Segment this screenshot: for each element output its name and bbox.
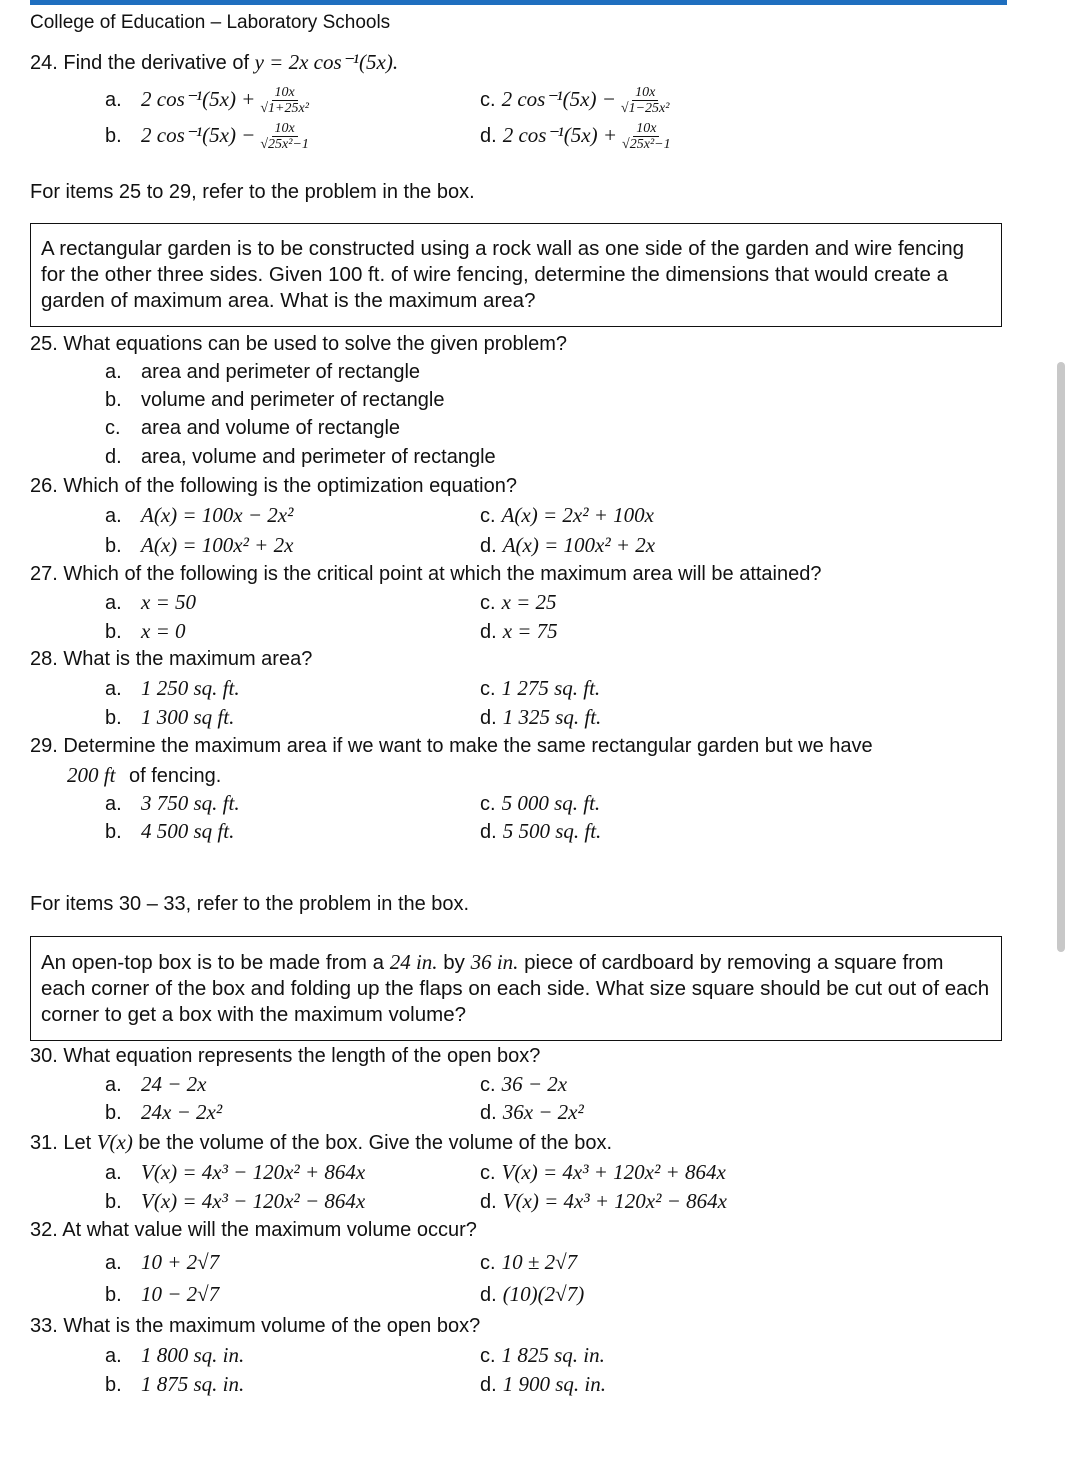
q26-option-a[interactable] — [105, 503, 293, 528]
question-33-stem: 33. What is the maximum volume of the open box? — [30, 1315, 481, 1337]
option-text: area and perimeter of rectangle — [141, 361, 421, 383]
math-value: 200 ft — [67, 763, 116, 787]
option-label: a. — [105, 1345, 122, 1367]
option-label: d. — [105, 446, 122, 468]
q24-option-b[interactable] — [105, 121, 312, 152]
question-26-stem: 26. Which of the following is the optimization equation? — [30, 475, 517, 497]
option-math: 10 + 2√7 — [141, 1250, 220, 1274]
option-math: A(x) = 2x² + 100x — [501, 503, 654, 527]
numerator: 10x — [633, 121, 659, 137]
page-header: College of Education – Laboratory Schools — [30, 12, 391, 33]
option-label: a. — [105, 592, 122, 614]
option-label: a. — [105, 361, 122, 383]
option-math: x = 0 — [141, 619, 186, 643]
option-math: V(x) = 4x³ − 120x² − 864x — [141, 1189, 366, 1213]
option-math: 1 875 sq. in. — [141, 1372, 245, 1396]
denominator: √25x²−1 — [260, 137, 309, 152]
problem-box-open-box — [30, 936, 1002, 1041]
option-label: a. — [105, 88, 122, 111]
stem-text: of fencing. — [123, 765, 222, 787]
option-label: c. — [480, 1345, 496, 1367]
q31-option-a[interactable] — [105, 1160, 365, 1185]
math-value: V(x) — [96, 1130, 133, 1154]
vertical-scrollbar[interactable] — [1057, 362, 1065, 952]
option-label: d. — [480, 1191, 497, 1213]
q29-option-a[interactable] — [105, 791, 240, 816]
question-30-stem: 30. What equation represents the length of the open box? — [30, 1045, 541, 1067]
option-label: d. — [480, 535, 497, 557]
q28-option-b[interactable] — [105, 705, 234, 730]
question-29-stem: 29. Determine the maximum area if we want to make the same rectangular garden but we have — [30, 735, 873, 757]
q26-option-c[interactable] — [480, 503, 654, 528]
option-label: c. — [480, 505, 496, 527]
option-label: d. — [480, 707, 497, 729]
stem-text: 31. Let — [30, 1132, 97, 1154]
q28-option-a[interactable] — [105, 676, 240, 701]
option-label: c. — [480, 88, 496, 111]
option-label: d. — [480, 1374, 497, 1396]
option-math: 1 800 sq. in. — [141, 1343, 245, 1367]
question-29-stem-continued — [67, 763, 221, 788]
option-label: c. — [480, 592, 496, 614]
option-math: 1 300 sq ft. — [141, 705, 235, 729]
numerator: 10x — [272, 85, 298, 101]
q24-option-a[interactable] — [105, 85, 312, 116]
option-math: 5 000 sq. ft. — [501, 791, 601, 815]
stem-text: be the volume of the box. Give the volume of the box. — [132, 1132, 613, 1154]
box-text: An open-top box is to be made from a — [41, 951, 390, 974]
option-math: 1 325 sq. ft. — [502, 705, 602, 729]
q28-option-c[interactable] — [480, 676, 600, 701]
option-math: A(x) = 100x − 2x² — [141, 503, 294, 527]
option-math: 1 275 sq. ft. — [501, 676, 601, 700]
option-math: 1 825 sq. in. — [501, 1343, 605, 1367]
option-label: a. — [105, 1074, 122, 1096]
q28-option-d[interactable] — [480, 705, 601, 730]
q33-option-c[interactable] — [480, 1343, 605, 1368]
denominator: √1+25x² — [260, 101, 309, 116]
option-math: 5 500 sq. ft. — [502, 819, 602, 843]
option-math: 36 − 2x — [501, 1072, 568, 1096]
q29-option-b[interactable] — [105, 819, 234, 844]
q30-option-b[interactable] — [105, 1100, 222, 1125]
option-label: b. — [105, 707, 122, 729]
items-25-29-instruction: For items 25 to 29, refer to the problem in the box. — [30, 181, 475, 203]
denominator: √1−25x² — [620, 101, 670, 116]
denominator: √25x²−1 — [622, 137, 671, 152]
option-label: b. — [105, 821, 122, 843]
q29-option-d[interactable] — [480, 819, 601, 844]
q31-option-d[interactable] — [480, 1189, 727, 1214]
option-label: b. — [105, 535, 122, 557]
q30-option-d[interactable] — [480, 1100, 584, 1125]
option-label: a. — [105, 505, 122, 527]
box-text: by — [437, 951, 471, 974]
option-label: c. — [480, 678, 496, 700]
option-math: 1 250 sq. ft. — [141, 676, 240, 700]
option-label: d. — [480, 621, 497, 643]
option-math: x = 50 — [141, 590, 196, 614]
q31-option-c[interactable] — [480, 1160, 726, 1185]
question-32-stem: 32. At what value will the maximum volume occur? — [30, 1219, 477, 1241]
option-label: c. — [480, 1074, 496, 1096]
question-28-stem: 28. What is the maximum area? — [30, 648, 313, 670]
q33-option-b[interactable] — [105, 1372, 244, 1397]
option-label: d. — [480, 124, 497, 147]
option-math: 10 ± 2√7 — [501, 1250, 578, 1274]
option-math: x = 75 — [502, 619, 558, 643]
option-label: b. — [105, 621, 122, 643]
numerator: 10x — [272, 121, 298, 137]
option-math: 3 750 sq. ft. — [141, 791, 240, 815]
q32-option-b[interactable] — [105, 1282, 219, 1307]
fraction — [619, 121, 674, 152]
q33-option-a[interactable] — [105, 1343, 244, 1368]
option-label: b. — [105, 389, 122, 411]
question-25-stem: 25. What equations can be used to solve the given problem? — [30, 333, 568, 355]
q30-option-c[interactable] — [480, 1072, 567, 1097]
option-math: 2 cos⁻¹(5x) − — [501, 86, 616, 111]
q24-option-d[interactable] — [480, 121, 674, 152]
question-24-stem — [30, 50, 398, 75]
option-label: a. — [105, 1252, 122, 1274]
option-math: V(x) = 4x³ − 120x² + 864x — [141, 1160, 366, 1184]
math-value: 24 in. — [389, 950, 438, 974]
option-label: b. — [105, 1102, 122, 1124]
option-label: d. — [480, 1102, 497, 1124]
q33-option-d[interactable] — [480, 1372, 606, 1397]
fraction — [257, 121, 312, 152]
header-accent-bar — [30, 0, 1007, 5]
question-31-stem — [30, 1130, 612, 1155]
q29-option-c[interactable] — [480, 791, 600, 816]
option-label: c. — [480, 1162, 496, 1184]
q26-option-d[interactable] — [480, 533, 655, 558]
option-label: c. — [480, 793, 496, 815]
option-label: b. — [105, 1374, 122, 1396]
option-text: area, volume and perimeter of rectangle — [141, 446, 496, 468]
option-label: c. — [105, 417, 121, 439]
option-text: volume and perimeter of rectangle — [141, 389, 445, 411]
q27-option-c[interactable] — [480, 590, 557, 615]
option-math: V(x) = 4x³ + 120x² − 864x — [502, 1189, 727, 1213]
option-label: b. — [105, 124, 122, 147]
option-math: 2 cos⁻¹(5x) − — [141, 122, 256, 147]
option-math: 2 cos⁻¹(5x) + — [141, 86, 256, 111]
option-text: area and volume of rectangle — [141, 417, 401, 439]
option-math: 2 cos⁻¹(5x) + — [502, 122, 618, 147]
option-label: d. — [480, 1284, 497, 1306]
q25-option-c[interactable] — [105, 417, 400, 440]
option-math: 24 − 2x — [141, 1072, 207, 1096]
option-label: c. — [480, 1252, 496, 1274]
option-math: 10 − 2√7 — [141, 1282, 220, 1306]
q27-option-d[interactable] — [480, 619, 558, 644]
q32-option-a[interactable] — [105, 1250, 219, 1275]
numerator: 10x — [632, 85, 658, 101]
option-label: b. — [105, 1191, 122, 1213]
fraction — [618, 85, 673, 116]
option-label: a. — [105, 678, 122, 700]
option-math: x = 25 — [501, 590, 557, 614]
q32-option-c[interactable] — [480, 1250, 577, 1275]
q30-option-a[interactable] — [105, 1072, 207, 1097]
question-27-stem: 27. Which of the following is the critical point at which the maximum area will be attained? — [30, 563, 822, 585]
option-label: b. — [105, 1284, 122, 1306]
option-math: 24x − 2x² — [141, 1100, 223, 1124]
items-30-33-instruction: For items 30 – 33, refer to the problem in the box. — [30, 893, 470, 915]
q25-option-a[interactable] — [105, 361, 420, 384]
q25-option-d[interactable] — [105, 446, 496, 469]
stem-text: 24. Find the derivative of — [30, 52, 255, 74]
option-label: d. — [480, 821, 497, 843]
q32-option-d[interactable] — [480, 1282, 584, 1307]
q25-option-b[interactable] — [105, 389, 445, 412]
q24-option-c[interactable] — [480, 85, 672, 116]
option-math: A(x) = 100x² + 2x — [141, 533, 294, 557]
q27-option-a[interactable] — [105, 590, 196, 615]
option-math: V(x) = 4x³ + 120x² + 864x — [501, 1160, 726, 1184]
option-math: 1 900 sq. in. — [502, 1372, 606, 1396]
option-math: A(x) = 100x² + 2x — [502, 533, 656, 557]
option-math: 4 500 sq ft. — [141, 819, 235, 843]
option-math: (10)(2√7) — [502, 1282, 585, 1306]
q26-option-b[interactable] — [105, 533, 293, 558]
math-value: 36 in. — [470, 950, 519, 974]
q31-option-b[interactable] — [105, 1189, 365, 1214]
math-expression: y = 2x cos⁻¹(5x). — [254, 50, 399, 74]
q27-option-b[interactable] — [105, 619, 186, 644]
box-text: piece of cardboard by removing a square from each corner of the box and folding up the flaps on each side. What size square should be cut out of each corner to get a box with the maximum volume? — [41, 951, 990, 1026]
option-label: a. — [105, 1162, 122, 1184]
option-math: 36x − 2x² — [502, 1100, 584, 1124]
option-label: a. — [105, 793, 122, 815]
fraction — [257, 85, 312, 116]
problem-box-garden: A rectangular garden is to be constructed using a rock wall as one side of the garden and wire fencing for the other three sides. Given 100 ft. of wire fencing, determine the dimensions that would create a garden of maximum area. What is the maximum area? — [30, 223, 1002, 327]
